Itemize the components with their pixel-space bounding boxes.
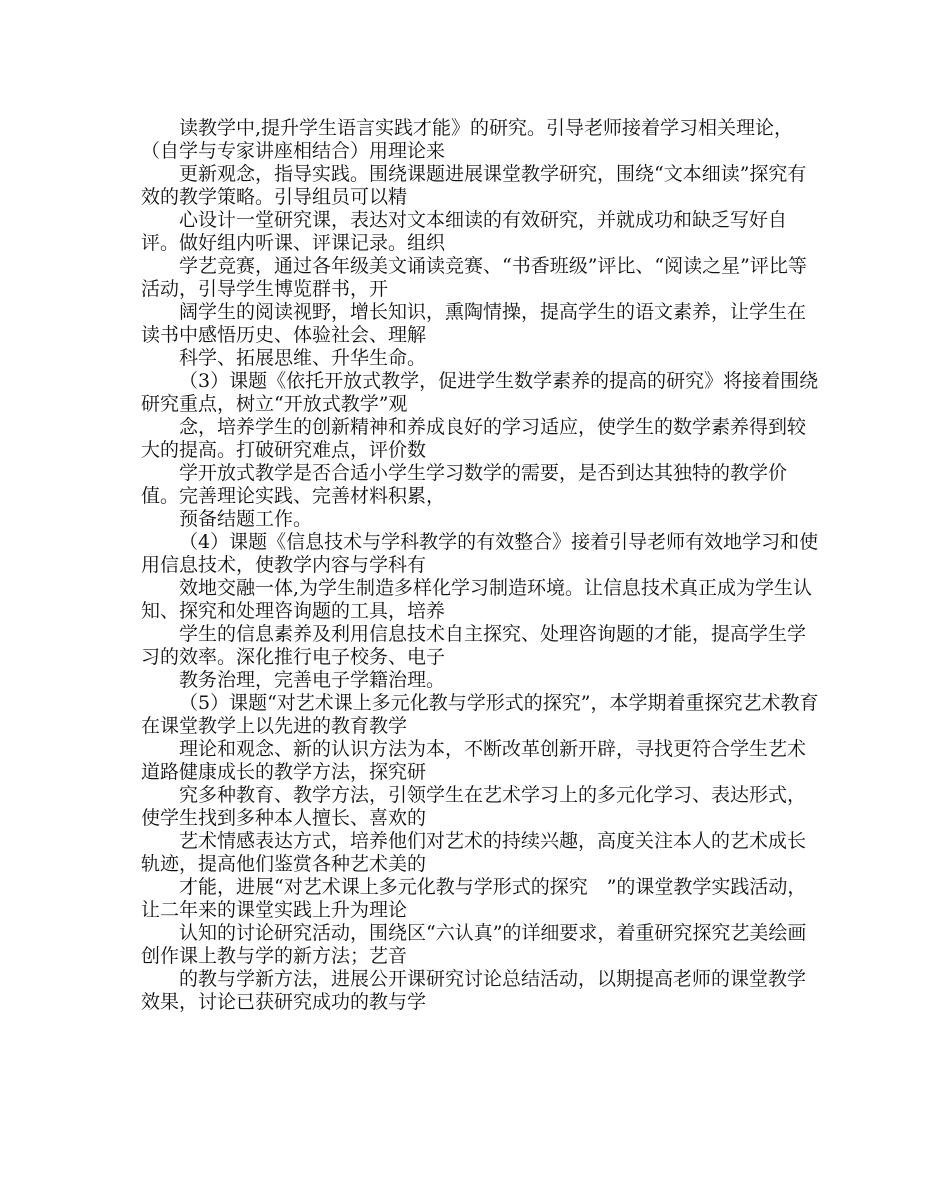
paragraph: 念，培养学生的创新精神和养成良好的学习适应，使学生的数学素养得到较大的提高。打破研究难点，评价数 xyxy=(141,416,807,461)
paragraph: 理论和观念、新的认识方法为本，不断改革创新开辟，寻找更符合学生艺术道路健康成长的教学方法，探究研 xyxy=(141,738,807,783)
paragraph: 科学、拓展思维、升华生命。 xyxy=(179,347,427,369)
paragraph: 读教学中,提升学生语言实践才能》的研究。引导老师接着学习相关理论，（自学与专家讲座相结合）用理论来 xyxy=(141,117,794,162)
paragraph: （5）课题“对艺术课上多元化教与学形式的探究”，本学期着重探究艺术教育在课堂教学上以先进的教育教学 xyxy=(141,692,819,737)
paragraph: （3）课题《依托开放式教学，促进学生数学素养的提高的研究》将接着围绕研究重点，树立“开放式教学”观 xyxy=(141,370,819,415)
paragraph: 艺术情感表达方式，培养他们对艺术的持续兴趣，高度关注本人的艺术成长轨迹，提高他们鉴赏各种艺术美的 xyxy=(141,830,807,875)
paragraph: 究多种教育、教学方法，引领学生在艺术学习上的多元化学习、表达形式，使学生找到多种本人擅长、喜欢的 xyxy=(141,784,807,829)
paragraph: 学艺竞赛，通过各年级美文诵读竞赛、“书香班级”评比、“阅读之星”评比等活动，引导学生博览群书，开 xyxy=(141,255,807,300)
paragraph: （4）课题《信息技术与学科教学的有效整合》接着引导老师有效地学习和使用信息技术，使教学内容与学科有 xyxy=(141,531,819,576)
paragraph: 心设计一堂研究课，表达对文本细读的有效研究，并就成功和缺乏写好自评。做好组内听课、评课记录。组织 xyxy=(141,209,788,254)
paragraph: 更新观念，指导实践。围绕课题进展课堂教学研究，围绕“文本细读”探究有效的教学策略。引导组员可以精 xyxy=(141,163,807,208)
paragraph: 学开放式教学是否合适小学生学习数学的需要，是否到达其独特的教学价值。完善理论实践、完善材料积累， xyxy=(141,462,788,507)
paragraph: 效地交融一体,为学生制造多样化学习制造环境。让信息技术真正成为学生认知、探究和处理咨询题的工具，培养 xyxy=(141,577,813,622)
paragraph: 预备结题工作。 xyxy=(179,508,313,530)
paragraph: 教务治理，完善电子学籍治理。 xyxy=(179,669,446,691)
paragraph: 的教与学新方法，进展公开课研究讨论总结活动，以期提高老师的课堂教学效果，讨论已获研究成功的教与学 xyxy=(141,968,807,1013)
paragraph: 认知的讨论研究活动，围绕区“六认真”的详细要求，着重研究探究艺美绘画创作课上教与学的新方法；艺音 xyxy=(141,922,807,967)
paragraph: 才能，进展“对艺术课上多元化教与学形式的探究 ”的课堂教学实践活动，让二年来的课堂实践上升为理论 xyxy=(141,876,807,921)
document-body xyxy=(141,117,821,1014)
paragraph: 学生的信息素养及利用信息技术自主探究、处理咨询题的才能，提高学生学习的效率。深化推行电子校务、电子 xyxy=(141,623,807,668)
paragraph: 阔学生的阅读视野，增长知识，熏陶情操，提高学生的语文素养，让学生在读书中感悟历史、体验社会、理解 xyxy=(141,301,807,346)
